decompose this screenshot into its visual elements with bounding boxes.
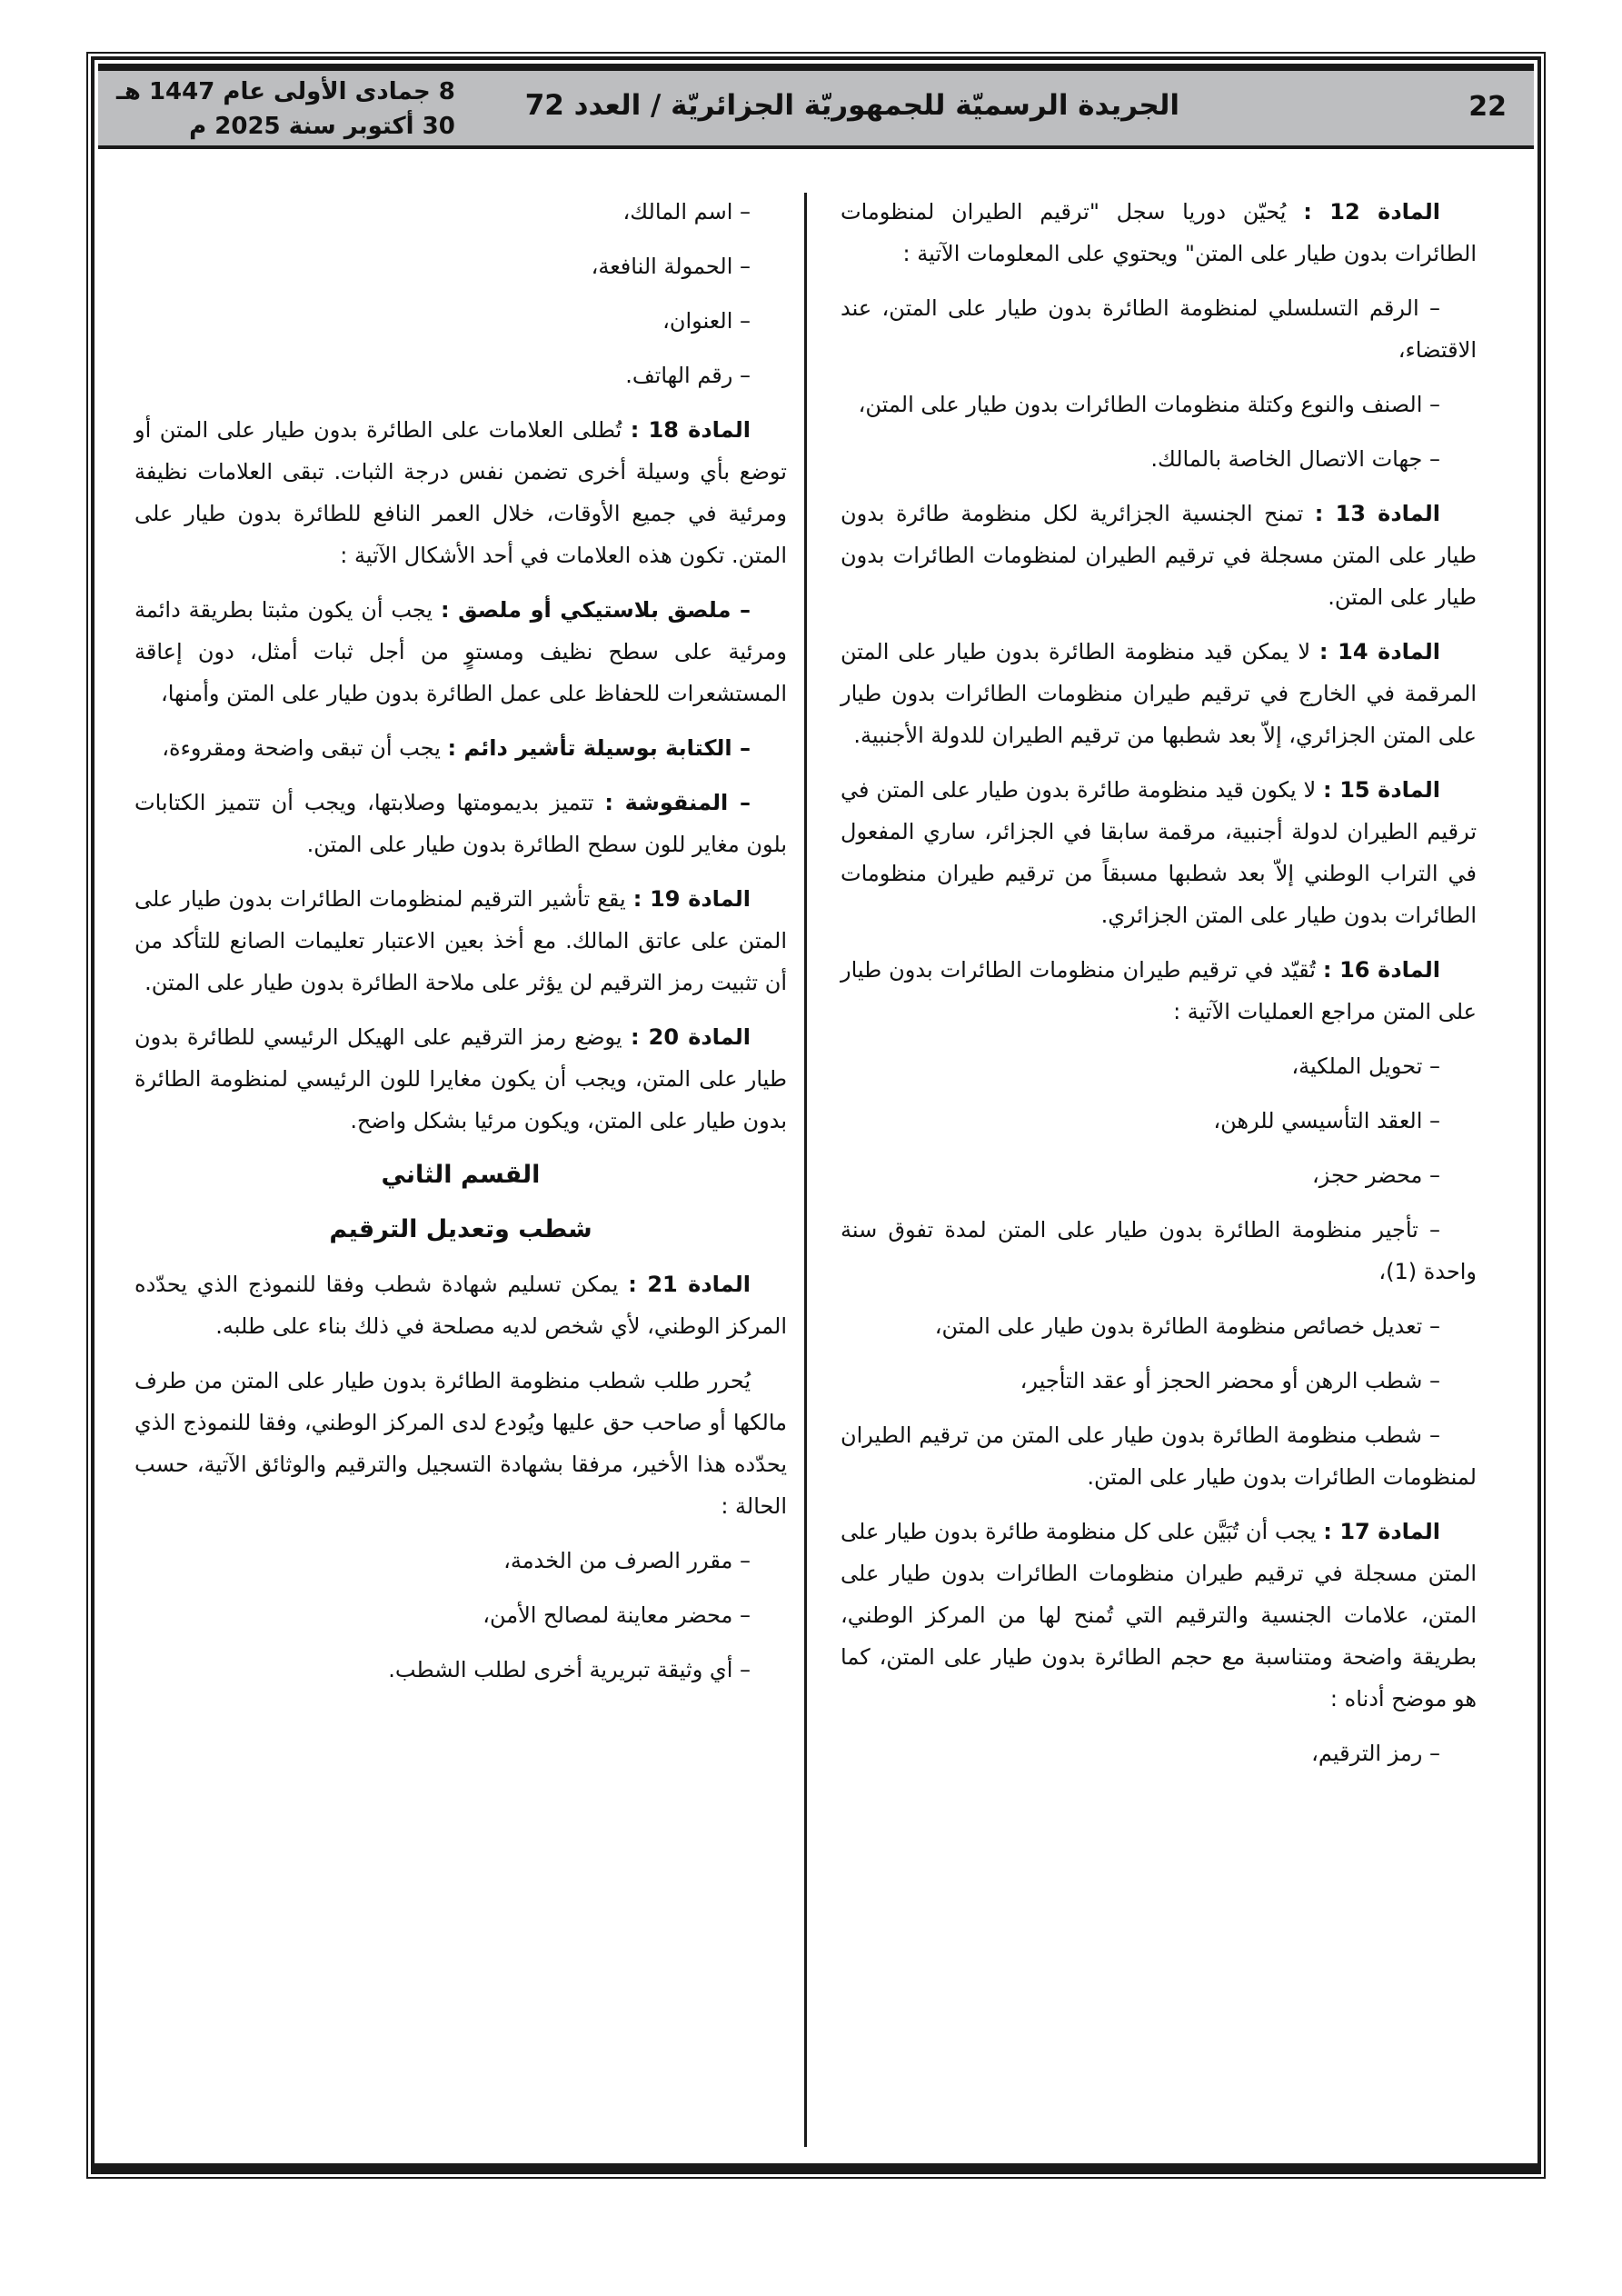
list-item [134, 1594, 787, 1636]
article-paragraph [134, 878, 787, 1003]
paragraph-text: يوضع رمز الترقيم على الهيكل الرئيسي للطائرة بدون طيار على المتن، ويجب أن يكون مغايرا للون الرئيسي لمنظومة الطائرة بدون طيار على المتن، ويكون مرئيا بشكل واضح. [134, 1024, 787, 1133]
list-item [841, 1209, 1477, 1293]
list-item [134, 782, 787, 865]
paragraph-text: يُحيّن دوريا سجل "ترقيم الطيران لمنظومات الطائرات بدون طيار على المتن" ويحتوي على المعلومات الآتية : [841, 199, 1477, 266]
paragraph-text: يقع تأشير الترقيم لمنظومات الطائرات بدون طيار على المتن على عاتق المالك. مع أخذ بعين الاعتبار تعليمات الصانع للتأكد من أن تثبيت رمز الترقيم لن يؤثر على ملاحة الطائرة بدون طيار على المتن. [134, 886, 787, 995]
date-hijri: 8 جمادى الأولى عام 1447 هـ [116, 78, 455, 105]
paragraph-text: – العقد التأسيسي للرهن، [1213, 1108, 1440, 1133]
article-label: المادة 17 : [1323, 1519, 1441, 1544]
section-heading: القسم الثاني [381, 1161, 541, 1189]
list-item [134, 300, 787, 342]
article-paragraph [841, 949, 1477, 1033]
article-paragraph [841, 1511, 1477, 1720]
paragraph-text: – رمز الترقيم، [1311, 1741, 1440, 1766]
list-item [134, 1540, 787, 1582]
paragraph-text: – العنوان، [662, 308, 751, 334]
article-label: المادة 15 : [1323, 777, 1440, 803]
list-item [841, 1100, 1477, 1142]
list-item [841, 384, 1477, 425]
article-label: المادة 18 : [630, 417, 751, 443]
paragraph-text: يُحرر طلب شطب منظومة الطائرة بدون طيار على المتن من طرف مالكها أو صاحب حق عليها ويُودع لدى المركز الوطني، وفقا للنموذج الذي يحدّده هذا الأخير، مرفقا بشهادة التسجيل والترقيم والوثائق الآتية، حسب الحالة : [134, 1368, 787, 1519]
list-item [841, 1045, 1477, 1087]
section-heading: شطب وتعديل الترقيم [329, 1215, 592, 1243]
paragraph-text: تُقيّد في ترقيم طيران منظومات الطائرات بدون طيار على المتن مراجع العمليات الآتية : [841, 957, 1477, 1024]
paragraph-text: لا يكون قيد منظومة طائرة بدون طيار على المتن في ترقيم الطيران لدولة أجنبية، مرقمة سابقا في الجزائر، ساري المفعول في التراب الوطني إلاّ بعد شطبها مسبقاً من ترقيم طيران منظومات الطائرات بدون طيار على المتن الجزائري. [841, 777, 1477, 928]
paragraph-text: – تأجير منظومة الطائرة بدون طيار على المتن لمدة تفوق سنة واحدة (1)، [841, 1217, 1477, 1284]
article-paragraph [134, 1016, 787, 1142]
article-label: المادة 12 : [1303, 199, 1440, 225]
list-item [841, 438, 1477, 480]
gazette-title: الجريدة الرسميّة للجمهوريّة الجزائريّة / العدد 72 [524, 89, 1179, 122]
paragraph-text: – جهات الاتصال الخاصة بالمالك. [1150, 446, 1440, 472]
date-gregorian: 30 أكتوبر سنة 2025 م [189, 113, 455, 140]
article-label: المادة 13 : [1314, 501, 1441, 526]
list-item [134, 191, 787, 233]
article-label: المادة 19 : [632, 886, 751, 912]
column-divider [804, 193, 807, 2147]
paragraph-text: يجب أن يكون مثبتا بطريقة دائمة ومرئية على سطح نظيف ومستوٍ من أجل ثبات أمثل، دون إعاقة المستشعرات للحفاظ على عمل الطائرة بدون طيار على المتن وأمنها، [134, 597, 787, 706]
issue-date [116, 75, 455, 144]
paragraph-text: – الرقم التسلسلي لمنظومة الطائرة بدون طيار على المتن، عند الاقتضاء، [841, 295, 1477, 363]
paragraph-text: – شطب الرهن أو محضر الحجز أو عقد التأجير، [1020, 1368, 1440, 1393]
paragraph-text: – أي وثيقة تبريرية أخرى لطلب الشطب. [388, 1657, 751, 1682]
article-paragraph [841, 769, 1477, 936]
paragraph-text: تتميز بديمومتها وصلابتها، ويجب أن تتميز الكتابات بلون مغاير للون سطح الطائرة بدون طيار على المتن. [134, 790, 787, 857]
article-paragraph [134, 409, 787, 576]
article-paragraph [134, 1263, 787, 1347]
list-item [134, 354, 787, 396]
paragraph-text: – شطب منظومة الطائرة بدون طيار على المتن من ترقيم الطيران لمنظومات الطائرات بدون طيار على المتن. [841, 1423, 1477, 1490]
list-item [134, 727, 787, 769]
list-item [134, 245, 787, 287]
article-label: – ملصق بلاستيكي أو ملصق : [440, 597, 751, 623]
article-paragraph [841, 631, 1477, 756]
paragraph-text: – الصنف والنوع وكتلة منظومات الطائرات بدون طيار على المتن، [858, 392, 1440, 417]
article-label: المادة 14 : [1318, 639, 1441, 664]
paragraph-text: – مقرر الصرف من الخدمة، [503, 1548, 751, 1573]
paragraph-text: – رقم الهاتف. [625, 363, 751, 388]
list-item [841, 287, 1477, 371]
paragraph-text: – محضر معاينة لمصالح الأمن، [483, 1602, 751, 1628]
article-label: المادة 20 : [630, 1024, 751, 1050]
list-item [134, 1649, 787, 1691]
list-item [134, 589, 787, 714]
paragraph-text: يجب أن تُبَيَّن على كل منظومة طائرة بدون طيار على المتن مسجلة في ترقيم طيران منظومات الطائرات بدون طيار على المتن، علامات الجنسية والترقيم التي تُمنح لها من المركز الوطني، بطريقة واضحة ومتناسبة مع حجم الطائرة بدون طيار على المتن، كما هو موضح أدناه : [841, 1519, 1477, 1712]
right-column [841, 191, 1477, 1787]
paragraph-text: – محضر حجز، [1312, 1163, 1440, 1188]
article-paragraph [134, 1360, 787, 1527]
left-column [134, 191, 787, 1703]
article-label: – المنقوشة : [604, 790, 751, 815]
list-item [841, 1732, 1477, 1774]
bottom-rule [91, 2163, 1541, 2172]
paragraph-text: – تعديل خصائص منظومة الطائرة بدون طيار على المتن، [934, 1313, 1440, 1339]
article-label: – الكتابة بوسيلة تأشير دائم : [447, 735, 751, 761]
page-header [98, 64, 1534, 149]
list-item [841, 1305, 1477, 1347]
list-item [841, 1414, 1477, 1498]
paragraph-text: يمكن تسليم شهادة شطب وفقا للنموذج الذي يحدّده المركز الوطني، لأي شخص لديه مصلحة في ذلك بناء على طلبه. [134, 1272, 787, 1339]
list-item [841, 1154, 1477, 1196]
paragraph-text: تُطلى العلامات على الطائرة بدون طيار على المتن أو توضع بأي وسيلة أخرى تضمن نفس درجة الثبات. تبقى العلامات نظيفة ومرئية في جميع الأوقات، خلال العمر النافع للطائرة بدون طيار على المتن. تكون هذه العلامات في أحد الأشكال الآتية : [134, 417, 787, 568]
paragraph-text: – تحويل الملكية، [1291, 1053, 1440, 1079]
article-paragraph [841, 191, 1477, 275]
paragraph-text: لا يمكن قيد منظومة الطائرة بدون طيار على المتن المرقمة في الخارج في ترقيم طيران منظومات الطائرات بدون طيار على المتن الجزائري، إلاّ بعد شطبها من ترقيم الطيران للدولة الأجنبية. [841, 639, 1477, 748]
page-number: 22 [1468, 91, 1507, 123]
article-label: المادة 16 : [1322, 957, 1440, 983]
list-item [841, 1360, 1477, 1402]
paragraph-text: – الحمولة النافعة، [591, 254, 751, 279]
paragraph-text: – اسم المالك، [622, 199, 751, 225]
article-paragraph [841, 493, 1477, 618]
paragraph-text: تمنح الجنسية الجزائرية لكل منظومة طائرة بدون طيار على المتن مسجلة في ترقيم الطيران لمنظومات الطائرات بدون طيار على المتن. [841, 501, 1477, 610]
article-label: المادة 21 : [628, 1272, 751, 1297]
paragraph-text: يجب أن تبقى واضحة ومقروءة، [162, 735, 448, 761]
